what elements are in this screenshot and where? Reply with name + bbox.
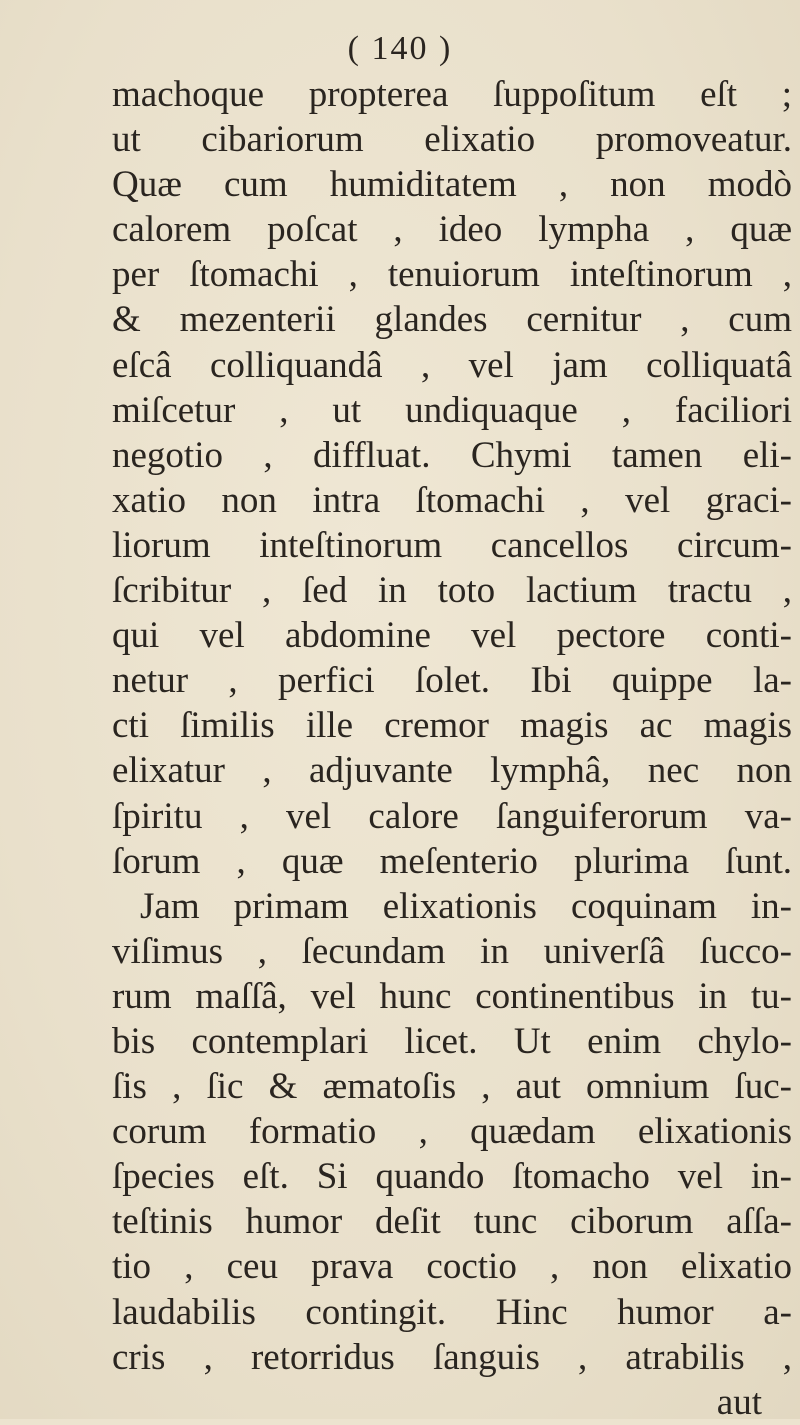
text-line: & mezenterii glandes cernitur , cum xyxy=(112,299,792,341)
text-line: rum maſſâ, vel hunc continentibus in tu- xyxy=(112,975,792,1017)
text-line: machoque propterea ſuppoſitum eſt ; xyxy=(112,74,792,115)
text-line: corum formatio , quædam elixationis xyxy=(112,1111,792,1153)
text-line: per ſtomachi , tenuiorum inteſtinorum , xyxy=(112,254,792,296)
text-line: xatio non intra ſtomachi , vel graci- xyxy=(112,479,792,521)
text-line: cti ſimilis ille cremor magis ac magis xyxy=(112,705,792,747)
text-line: bis contemplari licet. Ut enim chylo- xyxy=(112,1020,792,1062)
page-number: ( 140 ) xyxy=(347,30,453,67)
text-line: eſcâ colliquandâ , vel jam colliquatâ xyxy=(112,344,792,386)
text-line: ſcribitur , ſed in toto lactium tractu , xyxy=(112,570,792,612)
text-line: qui vel abdomine vel pectore conti- xyxy=(112,615,792,657)
text-line: viſimus , ſecundam in univerſâ ſucco- xyxy=(112,930,792,972)
text-line: ſis , ſic & æmatoſis , aut omnium ſuc- xyxy=(112,1066,792,1108)
text-line: netur , perfici ſolet. Ibi quippe la- xyxy=(112,660,792,702)
text-line: liorum inteſtinorum cancellos circum- xyxy=(112,524,792,566)
text-line: calorem poſcat , ideo lympha , quæ xyxy=(112,209,792,251)
text-line: ut cibariorum elixatio promoveatur. xyxy=(112,119,792,161)
text-line: teſtinis humor deſit tunc ciborum aſſa- xyxy=(112,1201,792,1243)
text-line: elixatur , adjuvante lymphâ, nec non xyxy=(112,750,792,792)
text-line: cris , retorridus ſanguis , atrabilis , xyxy=(112,1336,792,1378)
text-line: ſpecies eſt. Si quando ſtomacho vel in- xyxy=(112,1156,792,1198)
text-line: ſpiritu , vel calore ſanguiferorum va- xyxy=(112,795,792,837)
catchword: aut xyxy=(716,1381,762,1423)
text-line: ſorum , quæ meſenterio plurima ſunt. xyxy=(112,840,792,882)
text-line: laudabilis contingit. Hinc humor a- xyxy=(112,1291,792,1333)
text-line: tio , ceu prava coctio , non elixatio xyxy=(112,1246,792,1288)
text-line: Jam primam elixationis coquinam in- xyxy=(140,885,792,927)
text-line: Quæ cum humiditatem , non modò xyxy=(112,164,792,206)
text-line: miſcetur , ut undiquaque , faciliori xyxy=(112,389,792,431)
text-line: negotio , diffluat. Chymi tamen eli- xyxy=(112,434,792,476)
body-text xyxy=(112,72,792,1425)
